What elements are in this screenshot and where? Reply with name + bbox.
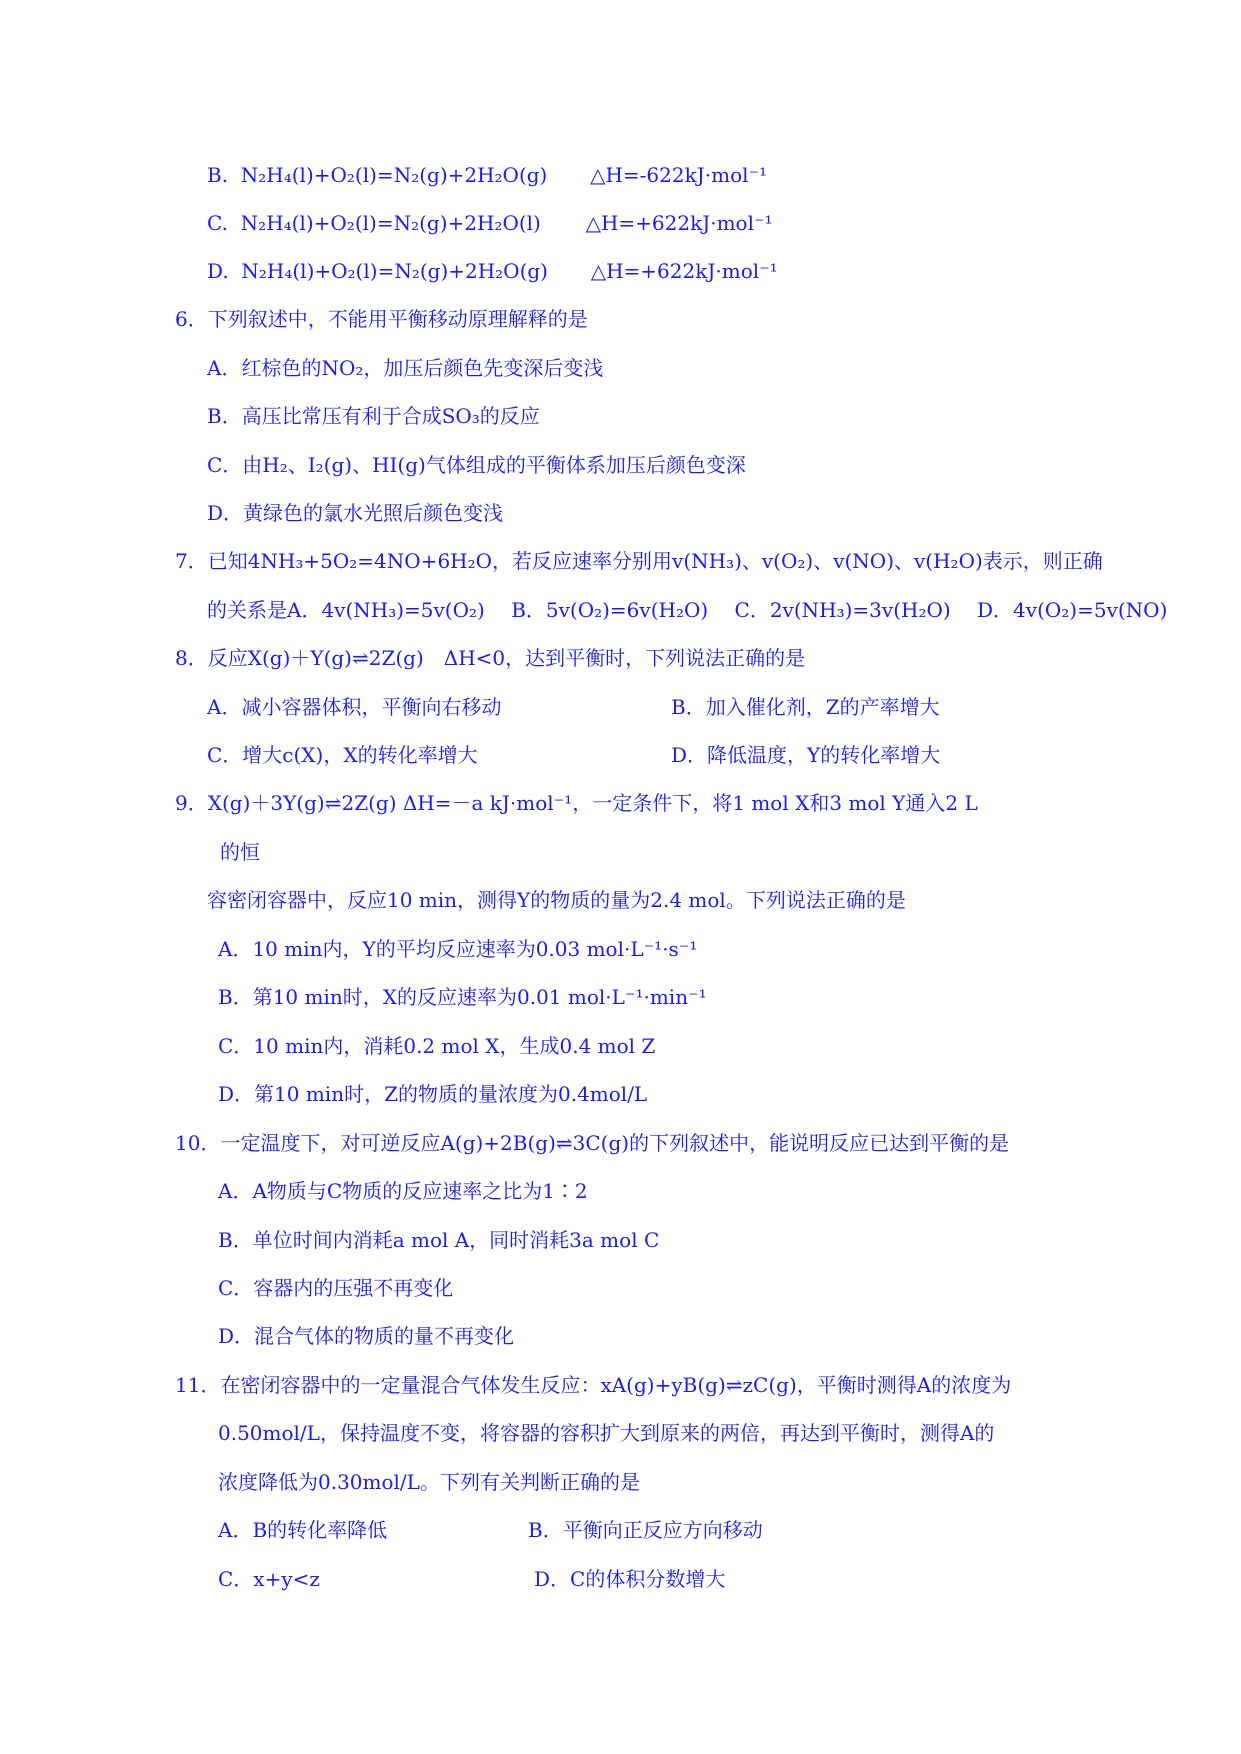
q9-option-b: B．第10 min时，X的反应速率为0.01 mol·L⁻¹·min⁻¹ <box>218 985 707 1009</box>
q8-stem: 8．反应X(g)＋Y(g)⇌2Z(g) ΔH<0，达到平衡时，下列说法正确的是 <box>175 646 806 670</box>
q11-option-d: D．C的体积分数增大 <box>534 1567 726 1591</box>
q9-option-c: C．10 min内，消耗0.2 mol X，生成0.4 mol Z <box>218 1034 656 1058</box>
q11-stem-line1: 11．在密闭容器中的一定量混合气体发生反应：xA(g)+yB(g)⇌zC(g)，平衡时测得A的浓度为 <box>175 1373 1012 1397</box>
q8-option-d: D．降低温度，Y的转化率增大 <box>671 743 941 767</box>
q7-stem-line1: 7．已知4NH₃+5O₂=4NO+6H₂O，若反应速率分别用v(NH₃)、v(O₂)、v(NO)、v(H₂O)表示，则正确 <box>175 549 1103 573</box>
q5-option-c: C. N₂H₄(l)+O₂(l)=N₂(g)+2H₂O(l) △H=+622kJ·mol⁻¹ <box>207 211 773 235</box>
q6-option-d: D．黄绿色的氯水光照后颜色变浅 <box>207 501 504 525</box>
q6-stem: 6．下列叙述中，不能用平衡移动原理解释的是 <box>175 307 588 331</box>
q8-option-b: B．加入催化剂，Z的产率增大 <box>671 695 940 719</box>
q6-option-c: C．由H₂、I₂(g)、HI(g)气体组成的平衡体系加压后颜色变深 <box>207 453 746 477</box>
q9-stem-line1-wrap: 的恒 <box>220 840 260 864</box>
q8-option-a: A．减小容器体积，平衡向右移动 <box>207 695 502 719</box>
q5-option-b: B. N₂H₄(l)+O₂(l)=N₂(g)+2H₂O(g) △H=-622kJ·mol⁻¹ <box>207 163 768 187</box>
q6-option-a: A．红棕色的NO₂，加压后颜色先变深后变浅 <box>207 356 604 380</box>
q5-option-d: D. N₂H₄(l)+O₂(l)=N₂(g)+2H₂O(g) △H=+622kJ·mol⁻¹ <box>207 259 778 283</box>
q10-option-d: D．混合气体的物质的量不再变化 <box>218 1324 515 1348</box>
q6-option-b: B．高压比常压有利于合成SO₃的反应 <box>207 404 540 428</box>
q11-option-c: C．x+y<z <box>218 1567 320 1591</box>
q9-option-d: D．第10 min时，Z的物质的量浓度为0.4mol/L <box>218 1082 648 1106</box>
q10-option-a: A．A物质与C物质的反应速率之比为1∶2 <box>218 1179 588 1203</box>
q11-option-b: B．平衡向正反应方向移动 <box>528 1518 763 1542</box>
q11-stem-line2: 0.50mol/L，保持温度不变，将容器的容积扩大到原来的两倍，再达到平衡时，测得A的 <box>218 1421 995 1445</box>
q8-option-c: C．增大c(X)，X的转化率增大 <box>207 743 478 767</box>
q10-stem: 10．一定温度下，对可逆反应A(g)+2B(g)⇌3C(g)的下列叙述中，能说明反应已达到平衡的是 <box>175 1131 1010 1155</box>
q11-option-a: A．B的转化率降低 <box>218 1518 388 1542</box>
q10-option-b: B．单位时间内消耗a mol A，同时消耗3a mol C <box>218 1228 660 1252</box>
q10-option-c: C．容器内的压强不再变化 <box>218 1276 454 1300</box>
q9-stem-line2: 容密闭容器中，反应10 min，测得Y的物质的量为2.4 mol。下列说法正确的是 <box>207 888 906 912</box>
q11-stem-line3: 浓度降低为0.30mol/L。下列有关判断正确的是 <box>218 1470 640 1494</box>
q7-stem-line2: 的关系是A．4v(NH₃)=5v(O₂) B．5v(O₂)=6v(H₂O) C．2v(NH₃)=3v(H₂O) D．4v(O₂)=5v(NO) <box>207 598 1168 622</box>
q9-stem-line1: 9．X(g)＋3Y(g)⇌2Z(g) ΔH=－a kJ·mol⁻¹，一定条件下，将1 mol X和3 mol Y通入2 L <box>175 791 978 815</box>
q9-option-a: A．10 min内，Y的平均反应速率为0.03 mol·L⁻¹·s⁻¹ <box>218 937 698 961</box>
